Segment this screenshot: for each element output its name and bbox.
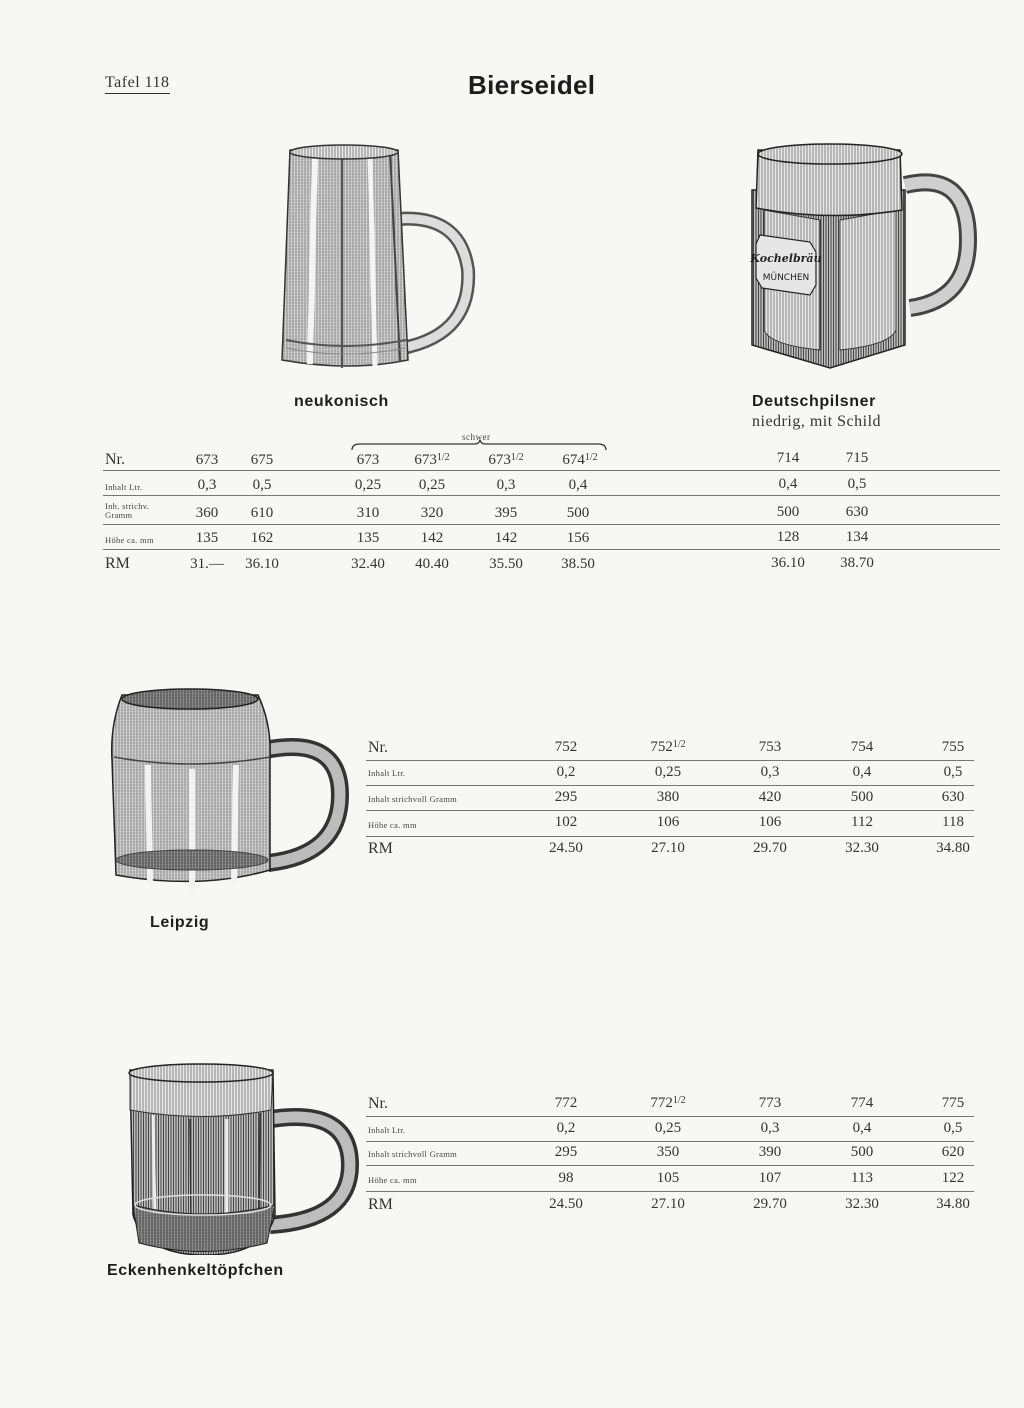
row-label-gramm-line2: Gramm [105,510,133,520]
cell-inhalt: 0,4 [778,476,798,492]
cell-nr: 772 [554,1095,578,1111]
cell-inhalt: 0,3 [760,1120,780,1136]
cell-hoehe: 135 [356,530,380,546]
page-title: Bierseidel [468,70,596,100]
cell-inhalt: 0,4 [568,477,588,493]
row-label-hoehe: Höhe ca. mm [368,1175,417,1185]
cell-hoehe: 122 [941,1170,965,1186]
cell-nr: 754 [850,739,874,755]
row-label-gramm: Inhalt strichvoll Gramm [368,1149,458,1159]
cell-inhalt: 0,5 [943,1120,963,1136]
cell-inhalt: 0,5 [847,476,867,492]
cell-inhalt: 0,5 [943,764,963,780]
cell-nr: 714 [776,450,800,466]
row-label-rm: RM [368,840,393,857]
cell-gramm: 620 [941,1144,965,1160]
cell-inhalt: 0,2 [556,1120,576,1136]
cell-inhalt: 0,3 [760,764,780,780]
cell-inhalt: 0,2 [556,764,576,780]
shield-text-city: MÜNCHEN [762,273,810,283]
row-label-rm: RM [105,555,130,572]
cell-hoehe: 128 [776,529,800,545]
cell-rm: 31.— [190,556,224,572]
row-label-nr: Nr. [105,451,125,468]
cell-inhalt: 0,25 [354,477,382,493]
cell-nr: 753 [758,739,782,755]
brace-icon [350,440,608,452]
cell-hoehe: 102 [554,814,578,830]
cell-hoehe: 105 [656,1170,680,1186]
cell-nr: $752^{1/2}$ [650,739,686,755]
shield-text-brewery: Kochelbräu [750,252,822,265]
cell-nr: 774 [850,1095,874,1111]
row-label-nr: Nr. [368,1095,388,1112]
cell-gramm: 360 [195,505,219,521]
cell-rm: 32.40 [351,556,385,572]
fraction-half: 1/2 [672,1095,686,1106]
cell-rm: 36.10 [245,556,279,572]
cell-rm: 36.10 [771,555,805,571]
cell-hoehe: 98 [558,1170,574,1186]
group-label-schwer: schwer [462,432,491,442]
cell-rm: 34.80 [936,1196,970,1212]
cell-rm: 34.80 [936,840,970,856]
cell-hoehe: 162 [250,530,274,546]
cell-hoehe: 106 [758,814,782,830]
cell-gramm: 295 [554,1144,578,1160]
fraction-half: 1/2 [436,452,450,463]
cell-inhalt: 0,4 [852,764,872,780]
cell-gramm: 395 [494,505,518,521]
cell-gramm: 630 [845,504,869,520]
mug-illustration-eckenhenkel [115,1055,365,1255]
cell-gramm: 610 [250,505,274,521]
cell-hoehe: 113 [851,1170,873,1186]
cell-gramm: 380 [656,789,680,805]
cell-hoehe: 106 [656,814,680,830]
mug-illustration-deutschpilsner [740,140,980,370]
cell-nr: 675 [250,452,274,468]
row-label-inhalt: Inhalt Ltr. [105,482,143,492]
cell-rm: 29.70 [753,840,787,856]
row-label-gramm-line1: Inh. strichv. [105,501,150,511]
cell-hoehe: 142 [494,530,518,546]
cell-inhalt: 0,25 [654,1120,682,1136]
cell-rm: 32.30 [845,840,879,856]
cell-rm: 38.70 [840,555,874,571]
product-name-eckenhenkel: Eckenhenkeltöpfchen [107,1262,284,1279]
cell-gramm: 420 [758,789,782,805]
row-label-hoehe: Höhe ca. mm [105,535,154,545]
mug-illustration-neukonisch [280,140,480,380]
cell-rm: 24.50 [549,840,583,856]
cell-hoehe: 135 [195,530,219,546]
product-name-neukonisch: neukonisch [294,393,389,410]
cell-hoehe: 142 [420,530,444,546]
cell-inhalt: 0,3 [496,477,516,493]
cell-rm: 40.40 [415,556,449,572]
product-subtitle-deutschpilsner: niedrig, mit Schild [752,413,882,430]
cell-inhalt: 0,4 [852,1120,872,1136]
row-label-rm: RM [368,1196,393,1213]
plate-number: Tafel 118 [105,74,170,94]
cell-gramm: 390 [758,1144,782,1160]
cell-nr: 715 [845,450,869,466]
cell-gramm: 630 [941,789,965,805]
cell-hoehe: 107 [758,1170,782,1186]
cell-nr: 673 [195,452,219,468]
cell-rm: 24.50 [549,1196,583,1212]
cell-nr: $673^{1/2}$ [414,452,450,468]
row-label-inhalt: Inhalt Ltr. [368,1125,406,1135]
fraction-half: 1/2 [584,452,598,463]
cell-gramm: 500 [566,505,590,521]
cell-gramm: 500 [776,504,800,520]
row-label-hoehe: Höhe ca. mm [368,820,417,830]
cell-rm: 27.10 [651,840,685,856]
product-name-leipzig: Leipzig [150,914,210,931]
cell-inhalt: 0,25 [654,764,682,780]
cell-nr: $772^{1/2}$ [650,1095,686,1111]
cell-gramm: 350 [656,1144,680,1160]
cell-nr: 775 [941,1095,965,1111]
cell-rm: 35.50 [489,556,523,572]
cell-inhalt: 0,3 [197,477,217,493]
cell-hoehe: 112 [851,814,873,830]
cell-nr: 752 [554,739,578,755]
cell-hoehe: 118 [942,814,964,830]
cell-nr: 755 [941,739,965,755]
cell-hoehe: 156 [566,530,590,546]
row-label-gramm: Inhalt strichvoll Gramm [368,794,458,804]
cell-gramm: 500 [850,1144,874,1160]
cell-hoehe: 134 [845,529,869,545]
cell-rm: 29.70 [753,1196,787,1212]
cell-rm: 32.30 [845,1196,879,1212]
fraction-half: 1/2 [672,739,686,750]
cell-inhalt: 0,25 [418,477,446,493]
cell-nr: $674^{1/2}$ [562,452,598,468]
cell-gramm: 295 [554,789,578,805]
cell-inhalt: 0,5 [252,477,272,493]
cell-nr: 673 [356,452,380,468]
product-name-deutschpilsner: Deutschpilsner [752,393,876,410]
fraction-half: 1/2 [510,452,524,463]
row-label-nr: Nr. [368,739,388,756]
cell-gramm: 320 [420,505,444,521]
row-label-inhalt: Inhalt Ltr. [368,768,406,778]
cell-rm: 38.50 [561,556,595,572]
cell-nr: $673^{1/2}$ [488,452,524,468]
cell-nr: 773 [758,1095,782,1111]
cell-rm: 27.10 [651,1196,685,1212]
cell-gramm: 500 [850,789,874,805]
cell-gramm: 310 [356,505,380,521]
mug-illustration-leipzig [100,685,360,895]
